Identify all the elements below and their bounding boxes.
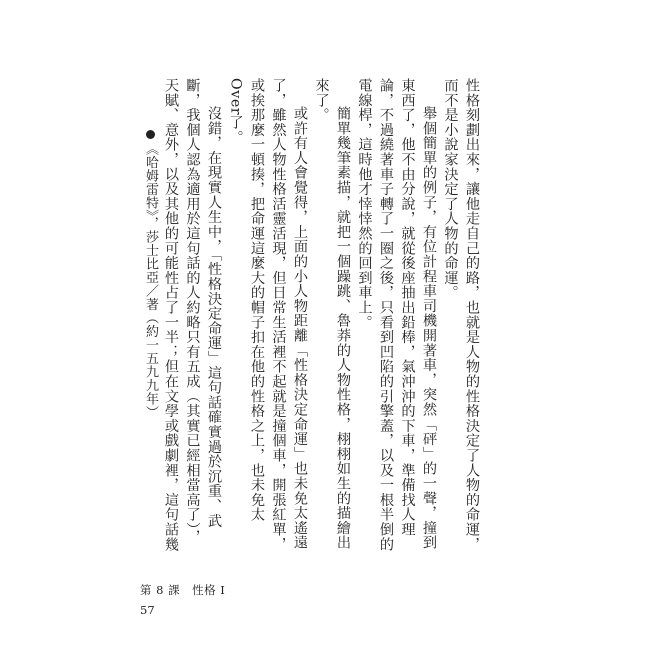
paragraph: 舉個簡單的例子，有位計程車司機開著車，突然「砰」的一聲，撞到東西了，他不由分說，就從後座抽出鉛棒，氣沖沖的下車，準備找人理論，不過繞著車子轉了一圈之後，只看到凹陷的引擎蓋，以及一根半倒的電線桿，這時他才悻悻然的回到車上。 — [356, 78, 437, 552]
paragraph: 沒錯，在現實人生中，「性格決定命運」這句話確實過於沉重、武斷，我個人認為適用於這句話的人約略只有五成（其實已經相當高了），天賦、意外，以及其他的可能性占了一半；但在文學或戲劇裡，這句話幾 — [163, 78, 222, 552]
paragraph: 簡單幾筆素描，就把一個躁跳、魯莽的人物性格，栩栩如生的描繪出來了。 — [313, 78, 351, 551]
paragraph: 或許有人會覺得，上面的小人物距離「性格決定命運」也未免太遙遠了，雖然人物性格活靈活現，但日常生活裡不起就是撞個車，開張紅單，或挨那麼一頓揍，把命運這麼大的帽子扣在他的性格之上，也未免太Over了。 — [227, 78, 308, 552]
body-text — [160, 78, 482, 558]
paragraph: 性格刻劃出來，讓他走自己的路，也就是人物的性格決定了人物的命運，而不是小說家決定了人物的命運。 — [442, 78, 480, 552]
caption-text: 《哈姆雷特》，莎士比亞／著（約一五九九年） — [143, 142, 158, 419]
page-number: 57 — [140, 603, 155, 617]
book-reference-caption — [140, 130, 160, 530]
chapter-footer: 第 8 課 性格 I — [140, 583, 226, 597]
bullet-dot-icon — [146, 130, 155, 139]
